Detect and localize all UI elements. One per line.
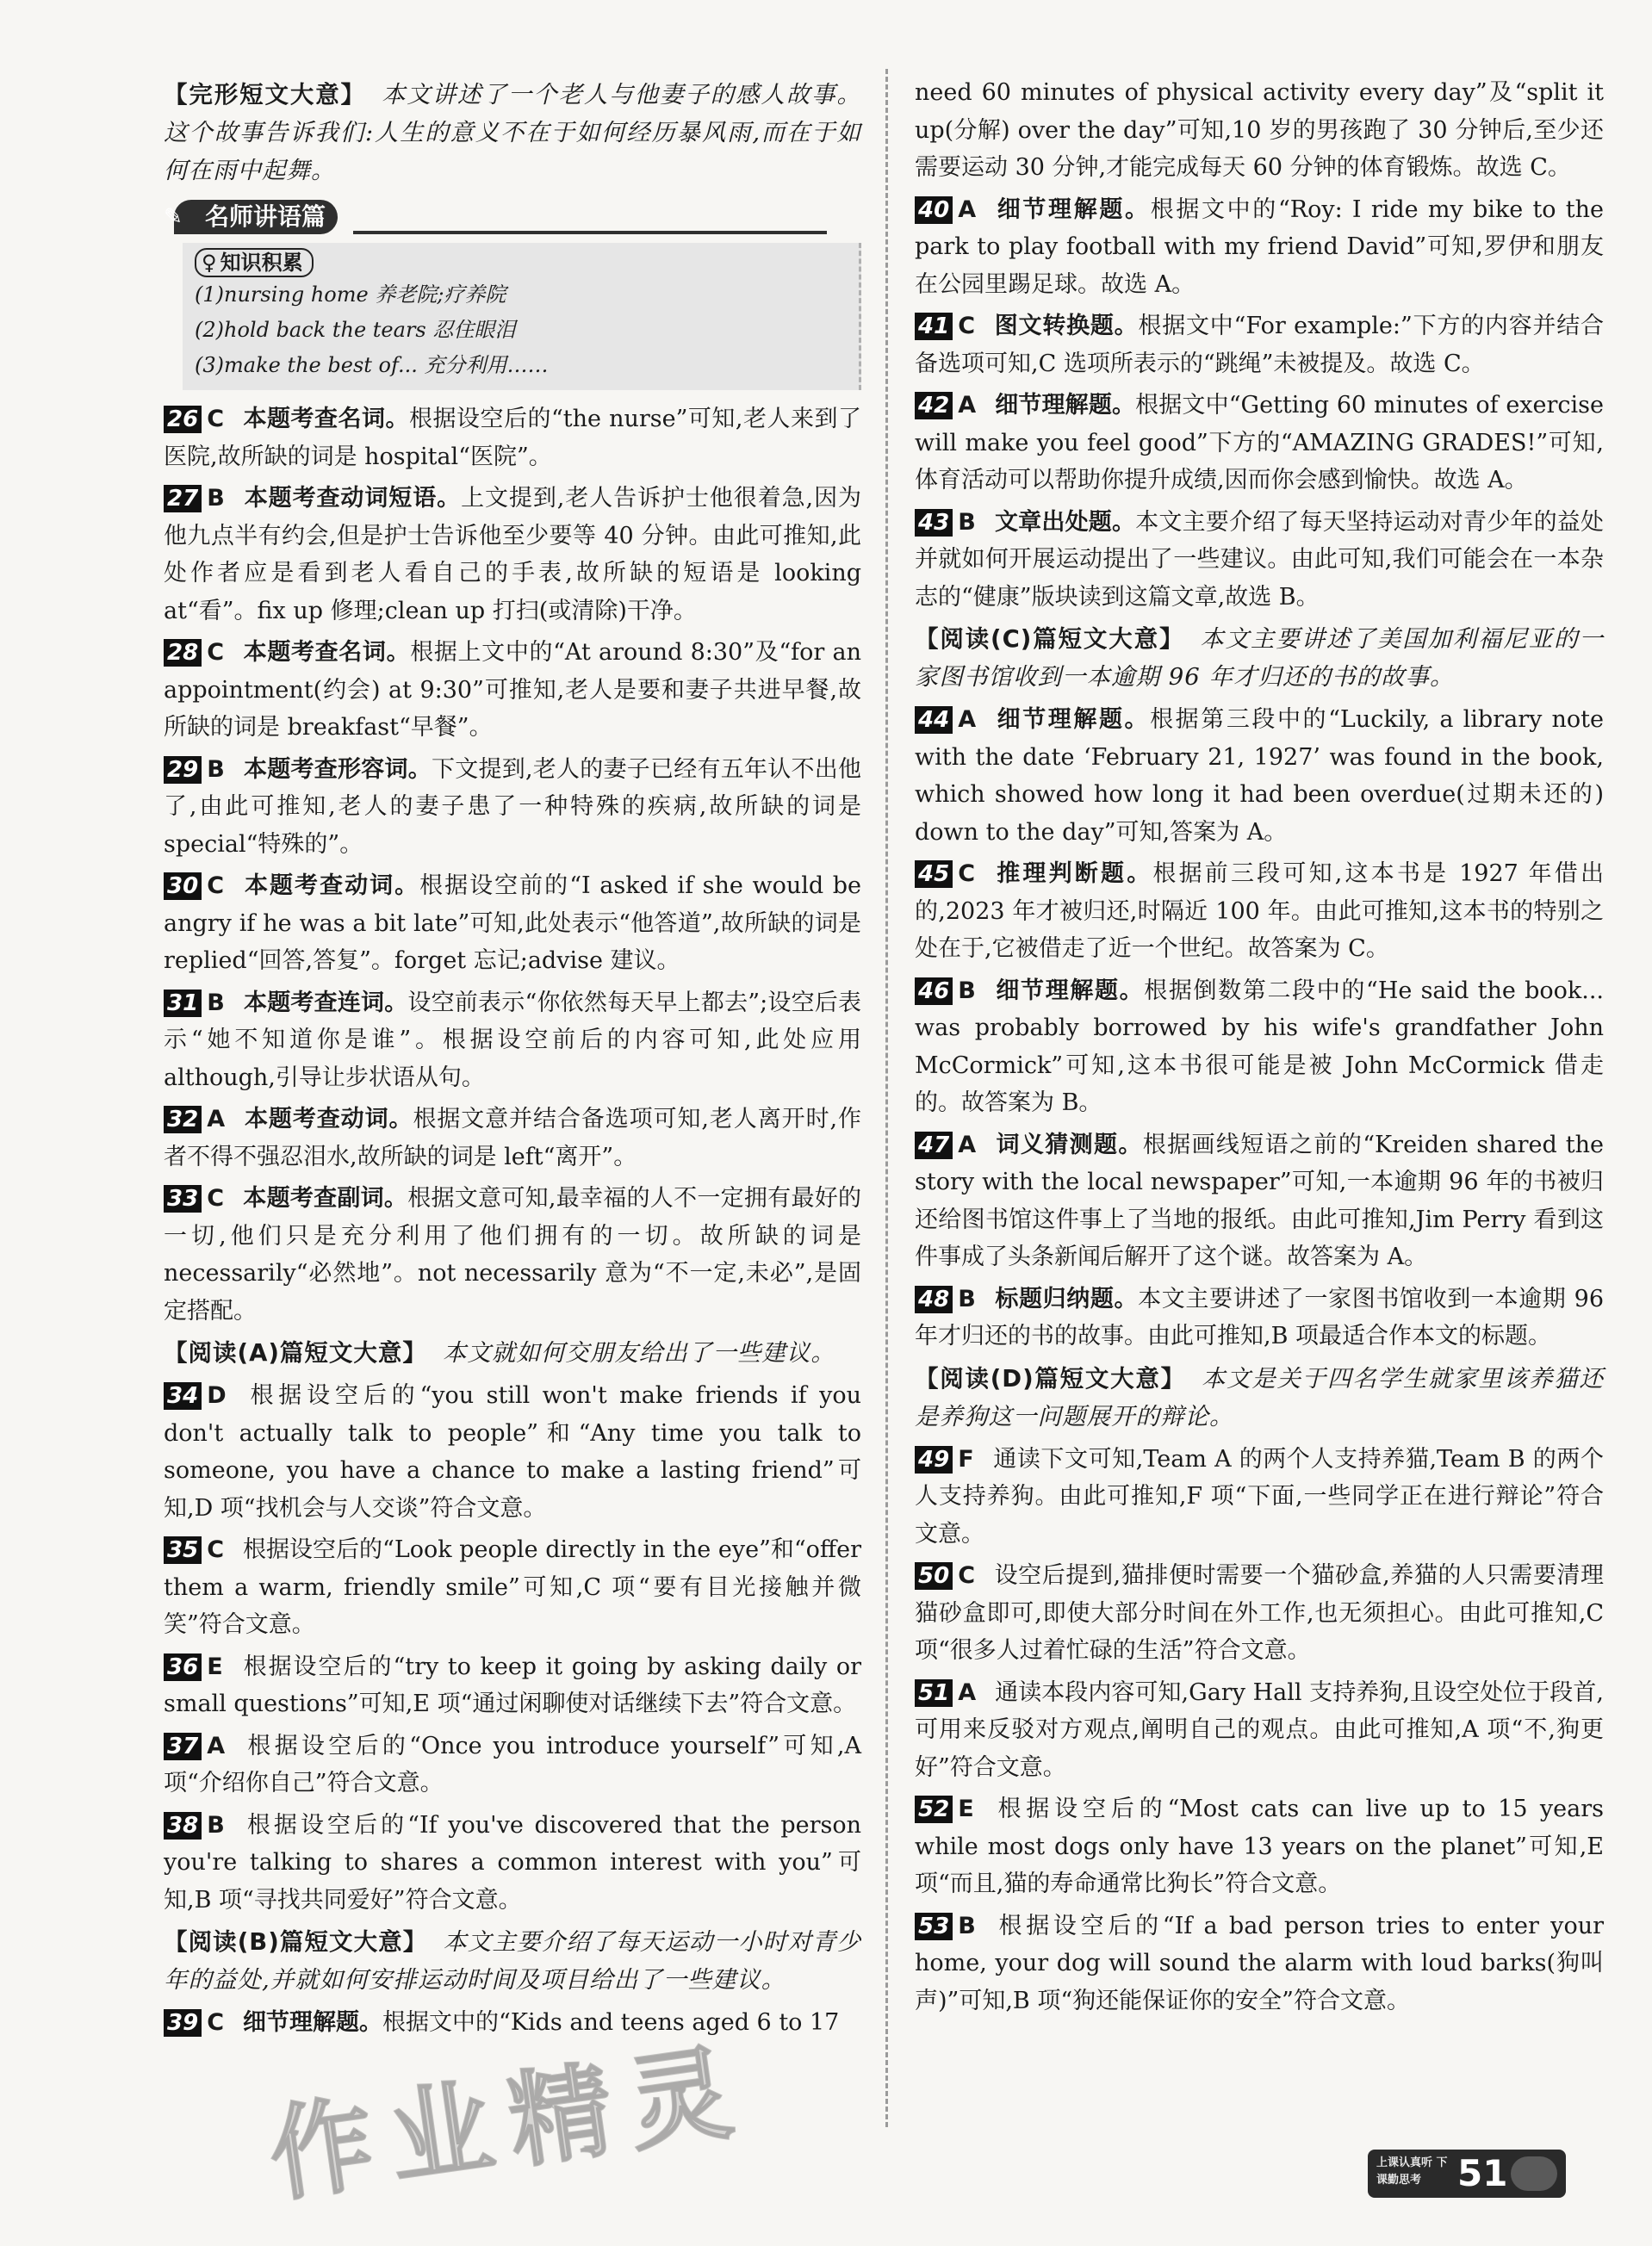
reading-a-summary-title: 【阅读(A)篇短文大意】 [164, 1339, 427, 1367]
question-number: 41 [915, 313, 953, 340]
teacher-icon: ✎ [164, 204, 183, 230]
question-number: 29 [164, 756, 202, 784]
question-type: 标题归纳题。 [994, 1285, 1139, 1312]
answer-letter: B [958, 508, 976, 536]
answer-item [164, 480, 861, 630]
answer-explanation: 根据文意并结合备选项可知,老人离开时,作者不得不强忍泪水,故所缺的词是 left“离开”。 [164, 1106, 862, 1170]
answer-letter: A [958, 1678, 977, 1706]
answer-item [164, 984, 861, 1097]
question-type: 本题考查副词。 [243, 1185, 408, 1212]
answer-explanation: 根据文中“For example:”下方的内容并结合备选项可知,C 选项所表示的“跳绳”未被提及。故选 C。 [915, 313, 1604, 377]
answer-letter: E [958, 1796, 974, 1822]
answer-explanation: 根据设空后的“try to keep it going by asking daily or small questions”可知,E 项“通过闲聊使对话继续下去”符合文意。 [164, 1653, 861, 1717]
question-number: 39 [164, 2009, 202, 2037]
answer-item [915, 1281, 1604, 1356]
answer-explanation: 根据文中“Getting 60 minutes of exercise will make you feel good”下方的“AMAZING GRADES!”可知,体育活动可以帮助你提升成绩,因而你会感到愉快。故选 A。 [915, 392, 1605, 493]
answer-letter: C [207, 1185, 225, 1212]
answer-explanation: 设空前表示“你依然每天早上都去”;设空后表示“她不知道你是谁”。根据设空前后的内容可知,此处应用 although,引导让步状语从句。 [164, 989, 862, 1091]
left-column [164, 74, 861, 2046]
answer-explanation: 根据设空后的“you still won't make friends if you don't actually talk to people”和“Any time you talk to someone, you have a chance to make a lasting friend”可知,D 项“找机会与人交谈”符合文意。 [164, 1382, 861, 1522]
question-number: 52 [915, 1796, 953, 1823]
answer-list-reading-a [164, 1377, 861, 1919]
cloze-summary-title: 【完形短文大意】 [164, 81, 366, 109]
cloze-summary [164, 76, 861, 189]
question-number: 34 [164, 1382, 202, 1410]
answer-letter: A [207, 1106, 226, 1132]
answer-letter: B [207, 989, 225, 1016]
question-type: 本题考查动词短语。 [243, 485, 462, 512]
question-number: 40 [915, 196, 953, 224]
answer-item [164, 1648, 861, 1723]
answer-letter: A [958, 195, 977, 223]
answer-letter: B [207, 1811, 225, 1839]
answer-item [915, 855, 1604, 968]
reading-a-summary-text: 本文就如何交朋友给出了一些建议。 [442, 1339, 835, 1367]
answer-explanation: 根据设空后的“If a bad person tries to enter your home, your dog will sound the alarm with loud barks(狗叫声)”可知,B 项“狗还能保证你的安全”符合文意。 [915, 1912, 1604, 2014]
mascot-icon [1511, 2156, 1557, 2191]
answer-item [915, 1790, 1604, 1903]
answer-letter: C [958, 1562, 976, 1589]
teacher-section-title: 名师讲语篇 [174, 200, 338, 234]
answer-letter: A [207, 1732, 226, 1759]
question-type: 本题考查连词。 [243, 989, 408, 1016]
answer-explanation: 根据第三段中的“Luckily, a library note with the date ‘February 21, 1927’ was found in the book, which showed how long it had been overdue(过期未还的) down to the day”可知,答案为 A。 [915, 706, 1604, 846]
knowledge-item: (2)hold back the tears 忍住眼泪 [195, 318, 516, 342]
question-type: 推理判断题。 [994, 860, 1153, 887]
answer-list-cloze [164, 400, 861, 1330]
answer-letter: F [958, 1445, 974, 1473]
question-type: 本题考查动词。 [244, 1106, 413, 1132]
question-number: 33 [164, 1185, 202, 1213]
answer-list-reading-b [915, 191, 1604, 617]
question-number: 46 [915, 977, 953, 1005]
answer-item [164, 1180, 861, 1330]
answer-explanation: 根据设空后的“Once you introduce yourself”可知,A 项“介绍你自己”符合文意。 [164, 1732, 861, 1796]
question-number: 35 [164, 1536, 202, 1564]
answer-explanation: 本文主要介绍了每天坚持运动对青少年的益处并就如何开展运动提出了一些建议。由此可知,我们可能会在一本杂志的“健康”版块读到这篇文章,故选 B。 [915, 508, 1605, 611]
page-corner-badge [1368, 2150, 1566, 2198]
answer-letter: C [207, 1536, 225, 1563]
answer-explanation: 根据设空后的“If you've discovered that the person you're talking to shares a common interest with you”可知,B 项“寻找共同爱好”符合文意。 [164, 1811, 861, 1914]
answer-explanation: 根据设空后的“Look people directly in the eye”和“offer them a warm, friendly smile”可知,C 项“要有目光接触并微笑”符合文意。 [164, 1536, 861, 1638]
knowledge-item: (3)make the best of... 充分利用…… [195, 353, 549, 377]
answer-explanation: 根据上文中的“At around 8:30”及“for an appointment(约会) at 9:30”可推知,老人是要和妻子共进早餐,故所缺的词是 breakfast“早餐”。 [164, 639, 861, 741]
reading-c-summary [915, 620, 1604, 696]
question-type: 本题考查名词。 [243, 639, 411, 666]
question-type: 本题考查名词。 [243, 406, 410, 432]
page-number: 51 [1457, 2152, 1508, 2194]
teacher-section-header [164, 200, 861, 238]
answer-item [164, 1101, 861, 1176]
question-number: 45 [915, 860, 953, 888]
answer-letter: A [958, 392, 977, 419]
knowledge-badge [195, 248, 314, 277]
knowledge-item: (1)nursing home 养老院;疗养院 [195, 282, 506, 307]
reading-b-summary-title: 【阅读(B)篇短文大意】 [164, 1928, 428, 1956]
question-number: 27 [164, 485, 202, 512]
answer-letter: B [207, 755, 225, 783]
reading-b-summary [164, 1923, 861, 1999]
question-number: 38 [164, 1812, 202, 1840]
question-type: 文章出处题。 [994, 508, 1136, 536]
question-number: 31 [164, 990, 202, 1017]
reading-d-summary-title: 【阅读(D)篇短文大意】 [915, 1364, 1186, 1393]
answer-item [164, 1728, 861, 1802]
question-number: 36 [164, 1653, 202, 1681]
question-type: 词义猜测题。 [995, 1131, 1143, 1158]
reading-c-summary-title: 【阅读(C)篇短文大意】 [915, 625, 1185, 653]
answer-item [915, 1674, 1604, 1787]
answer-letter: B [958, 977, 976, 1004]
answer-explanation: 上文提到,老人告诉护士他很着急,因为他九点半有约会,但是护士告诉他至少要等 40 分钟。由此可推知,此处作者应是看到老人看自己的手表,故所缺的短语是 looking at“看”。fix up 修理;clean up 打扫(或清除)干净。 [164, 485, 861, 624]
answer-explanation: 根据设空前的“I asked if she would be angry if he was a bit late”可知,此处表示“他答道”,故所缺的词是 replied“回答,答复”。forget 忘记;advise 建议。 [164, 872, 862, 974]
question-number: 26 [164, 406, 202, 433]
question-number: 42 [915, 392, 953, 419]
answer-item [915, 504, 1604, 617]
answer-item [164, 867, 861, 980]
question-number: 43 [915, 509, 953, 537]
answer-item [915, 1557, 1604, 1670]
knowledge-box [183, 243, 861, 390]
answer-letter: B [958, 1285, 976, 1312]
answer-explanation: 根据文中的“Roy: I ride my bike to the park to play football with my friend David”可知,罗伊和朋友在公园里踢足球。故选 A。 [915, 195, 1605, 298]
question-type: 细节理解题。 [995, 706, 1151, 733]
answer-item [915, 1126, 1604, 1276]
answer-letter: C [207, 2009, 225, 2036]
answer-letter: C [207, 406, 225, 432]
question-number: 47 [915, 1132, 953, 1159]
question-number: 48 [915, 1286, 953, 1313]
lightbulb-icon: ♀ [202, 251, 217, 275]
question-number: 53 [915, 1913, 953, 1940]
corner-motto: 上课认真听 下课勤思考 [1376, 2156, 1448, 2187]
answer-explanation: 根据文中的“Kids and teens aged 6 to 17 [382, 2009, 840, 2036]
answer-letter: A [958, 706, 977, 733]
knowledge-badge-label: 知识积累 [220, 251, 303, 275]
answer-explanation: 通读下文可知,Team A 的两个人支持养猫,Team B 的两个人支持养狗。由此可推知,F 项“下面,一些同学正在进行辩论”符合文意。 [915, 1445, 1604, 1548]
answer-item [164, 634, 861, 747]
answer-item [164, 751, 861, 864]
answer-item [915, 1441, 1604, 1554]
watermark: 作业精灵 [262, 2031, 757, 2218]
answer-explanation: 下文提到,老人的妻子已经有五年认不出他了,由此可推知,老人的妻子患了一种特殊的疾病,故所缺的词是 special“特殊的”。 [164, 755, 861, 858]
answer-item [164, 400, 861, 475]
section-underline [353, 231, 827, 234]
reading-a-summary [164, 1334, 861, 1372]
answer-item [915, 387, 1604, 499]
question-type: 细节理解题。 [243, 2009, 383, 2036]
answer-letter: C [207, 639, 225, 666]
answer-letter: C [207, 872, 225, 899]
question-type: 本题考查形容词。 [243, 755, 432, 783]
question-number: 30 [164, 872, 202, 900]
answer-item [915, 701, 1604, 851]
answer-letter: C [958, 313, 976, 339]
answer-explanation: 根据前三段可知,这本书是 1927 年借出的,2023 年才被归还,时隔近 100 年。由此可推知,这本书的特别之处在于,它被借走了近一个世纪。故答案为 C。 [915, 860, 1604, 962]
question-type: 细节理解题。 [995, 392, 1136, 419]
reading-c-summary-text: 本文主要讲述了美国加利福尼亚的一家图书馆收到一本逾期 96 年才归还的书的故事。 [915, 625, 1604, 691]
question-type: 细节理解题。 [995, 195, 1151, 223]
question-type: 图文转换题。 [994, 313, 1139, 339]
answer-explanation: 通读本段内容可知,Gary Hall 支持养狗,且设空处位于段首,可用来反驳对方观点,阐明自己的观点。由此可推知,A 项“不,狗更好”符合文意。 [915, 1678, 1604, 1781]
answer-item [164, 1807, 861, 1920]
answer-letter: D [207, 1382, 227, 1409]
question-number: 28 [164, 639, 202, 667]
question-number: 49 [915, 1446, 953, 1474]
question-number: 51 [915, 1679, 953, 1707]
answer-explanation: 根据设空后的“the nurse”可知,老人来到了医院,故所缺的词是 hospital“医院”。 [164, 406, 862, 470]
answer-item [915, 972, 1604, 1122]
question-number: 37 [164, 1733, 202, 1760]
answer-explanation: 根据画线短语之前的“Kreiden shared the story with the local newspaper”可知,一本逾期 96 年的书被归还给图书馆这件事上了当地的报纸。由此可推知,Jim Perry 看到这件事成了头条新闻后解开了这个谜。故答案为 A。 [915, 1131, 1604, 1270]
answer-item [915, 191, 1604, 304]
column-divider [885, 69, 888, 2127]
answer-letter: A [958, 1131, 977, 1158]
answer-explanation: 本文主要讲述了一家图书馆收到一本逾期 96 年才归还的书的故事。由此可推知,B 项最适合作本文的标题。 [915, 1285, 1604, 1349]
answer-list-reading-d [915, 1441, 1604, 2020]
answer-explanation: 设空后提到,猫排便时需要一个猫砂盒,养猫的人只需要清理猫砂盒即可,即使大部分时间在外工作,也无须担心。由此可推知,C 项“很多人过着忙碌的生活”符合文意。 [915, 1562, 1604, 1664]
answer-explanation: 根据文意可知,最幸福的人不一定拥有最好的一切,他们只是充分利用了他们拥有的一切。故所缺的词是 necessarily“必然地”。not necessarily 意为“不一定,未必”,是固定搭配。 [164, 1185, 862, 1325]
answer-letter: C [958, 860, 976, 887]
answer-explanation: 根据设空后的“Most cats can live up to 15 years while most dogs only have 13 years on the planet”可知,E 项“而且,猫的寿命通常比狗长”符合文意。 [915, 1796, 1604, 1897]
reading-d-summary [915, 1360, 1604, 1436]
answer-item [915, 1908, 1604, 2020]
question-number: 44 [915, 706, 953, 734]
question-number: 32 [164, 1106, 202, 1133]
reading-d-summary-text: 本文是关于四名学生就家里该养猫还是养狗这一问题展开的辩论。 [915, 1364, 1605, 1430]
answer-item [164, 1377, 861, 1527]
answer-item [164, 1531, 861, 1644]
answer-item-continued: need 60 minutes of physical activity every day”及“split it up(分解) over the day”可知,10 岁的男孩跑了 30 分钟后,至少还需要运动 30 分钟,才能完成每天 60 分钟的体育锻炼。故选 C。 [915, 79, 1604, 181]
answer-list-reading-c [915, 701, 1604, 1356]
answer-letter: E [207, 1653, 223, 1680]
answer-item [164, 2004, 861, 2042]
answer-item [915, 307, 1604, 382]
question-type: 细节理解题。 [994, 977, 1145, 1004]
answer-letter: B [207, 485, 225, 512]
answer-letter: B [958, 1912, 976, 1939]
cloze-summary-text: 本文讲述了一个老人与他妻子的感人故事。这个故事告诉我们:人生的意义不在于如何经历暴风雨,而在于如何在雨中起舞。 [164, 81, 862, 184]
reading-b-summary-text: 本文主要介绍了每天运动一小时对青少年的益处,并就如何安排运动时间及项目给出了一些建议。 [164, 1928, 861, 1994]
question-type: 本题考查动词。 [243, 872, 420, 899]
question-number: 50 [915, 1562, 953, 1590]
right-column [915, 74, 1604, 2024]
answer-explanation: 根据倒数第二段中的“He said the book... was probably borrowed by his wife's grandfather John McCormick”可知,这本书很可能是被 John McCormick 借走的。故答案为 B。 [915, 977, 1605, 1116]
